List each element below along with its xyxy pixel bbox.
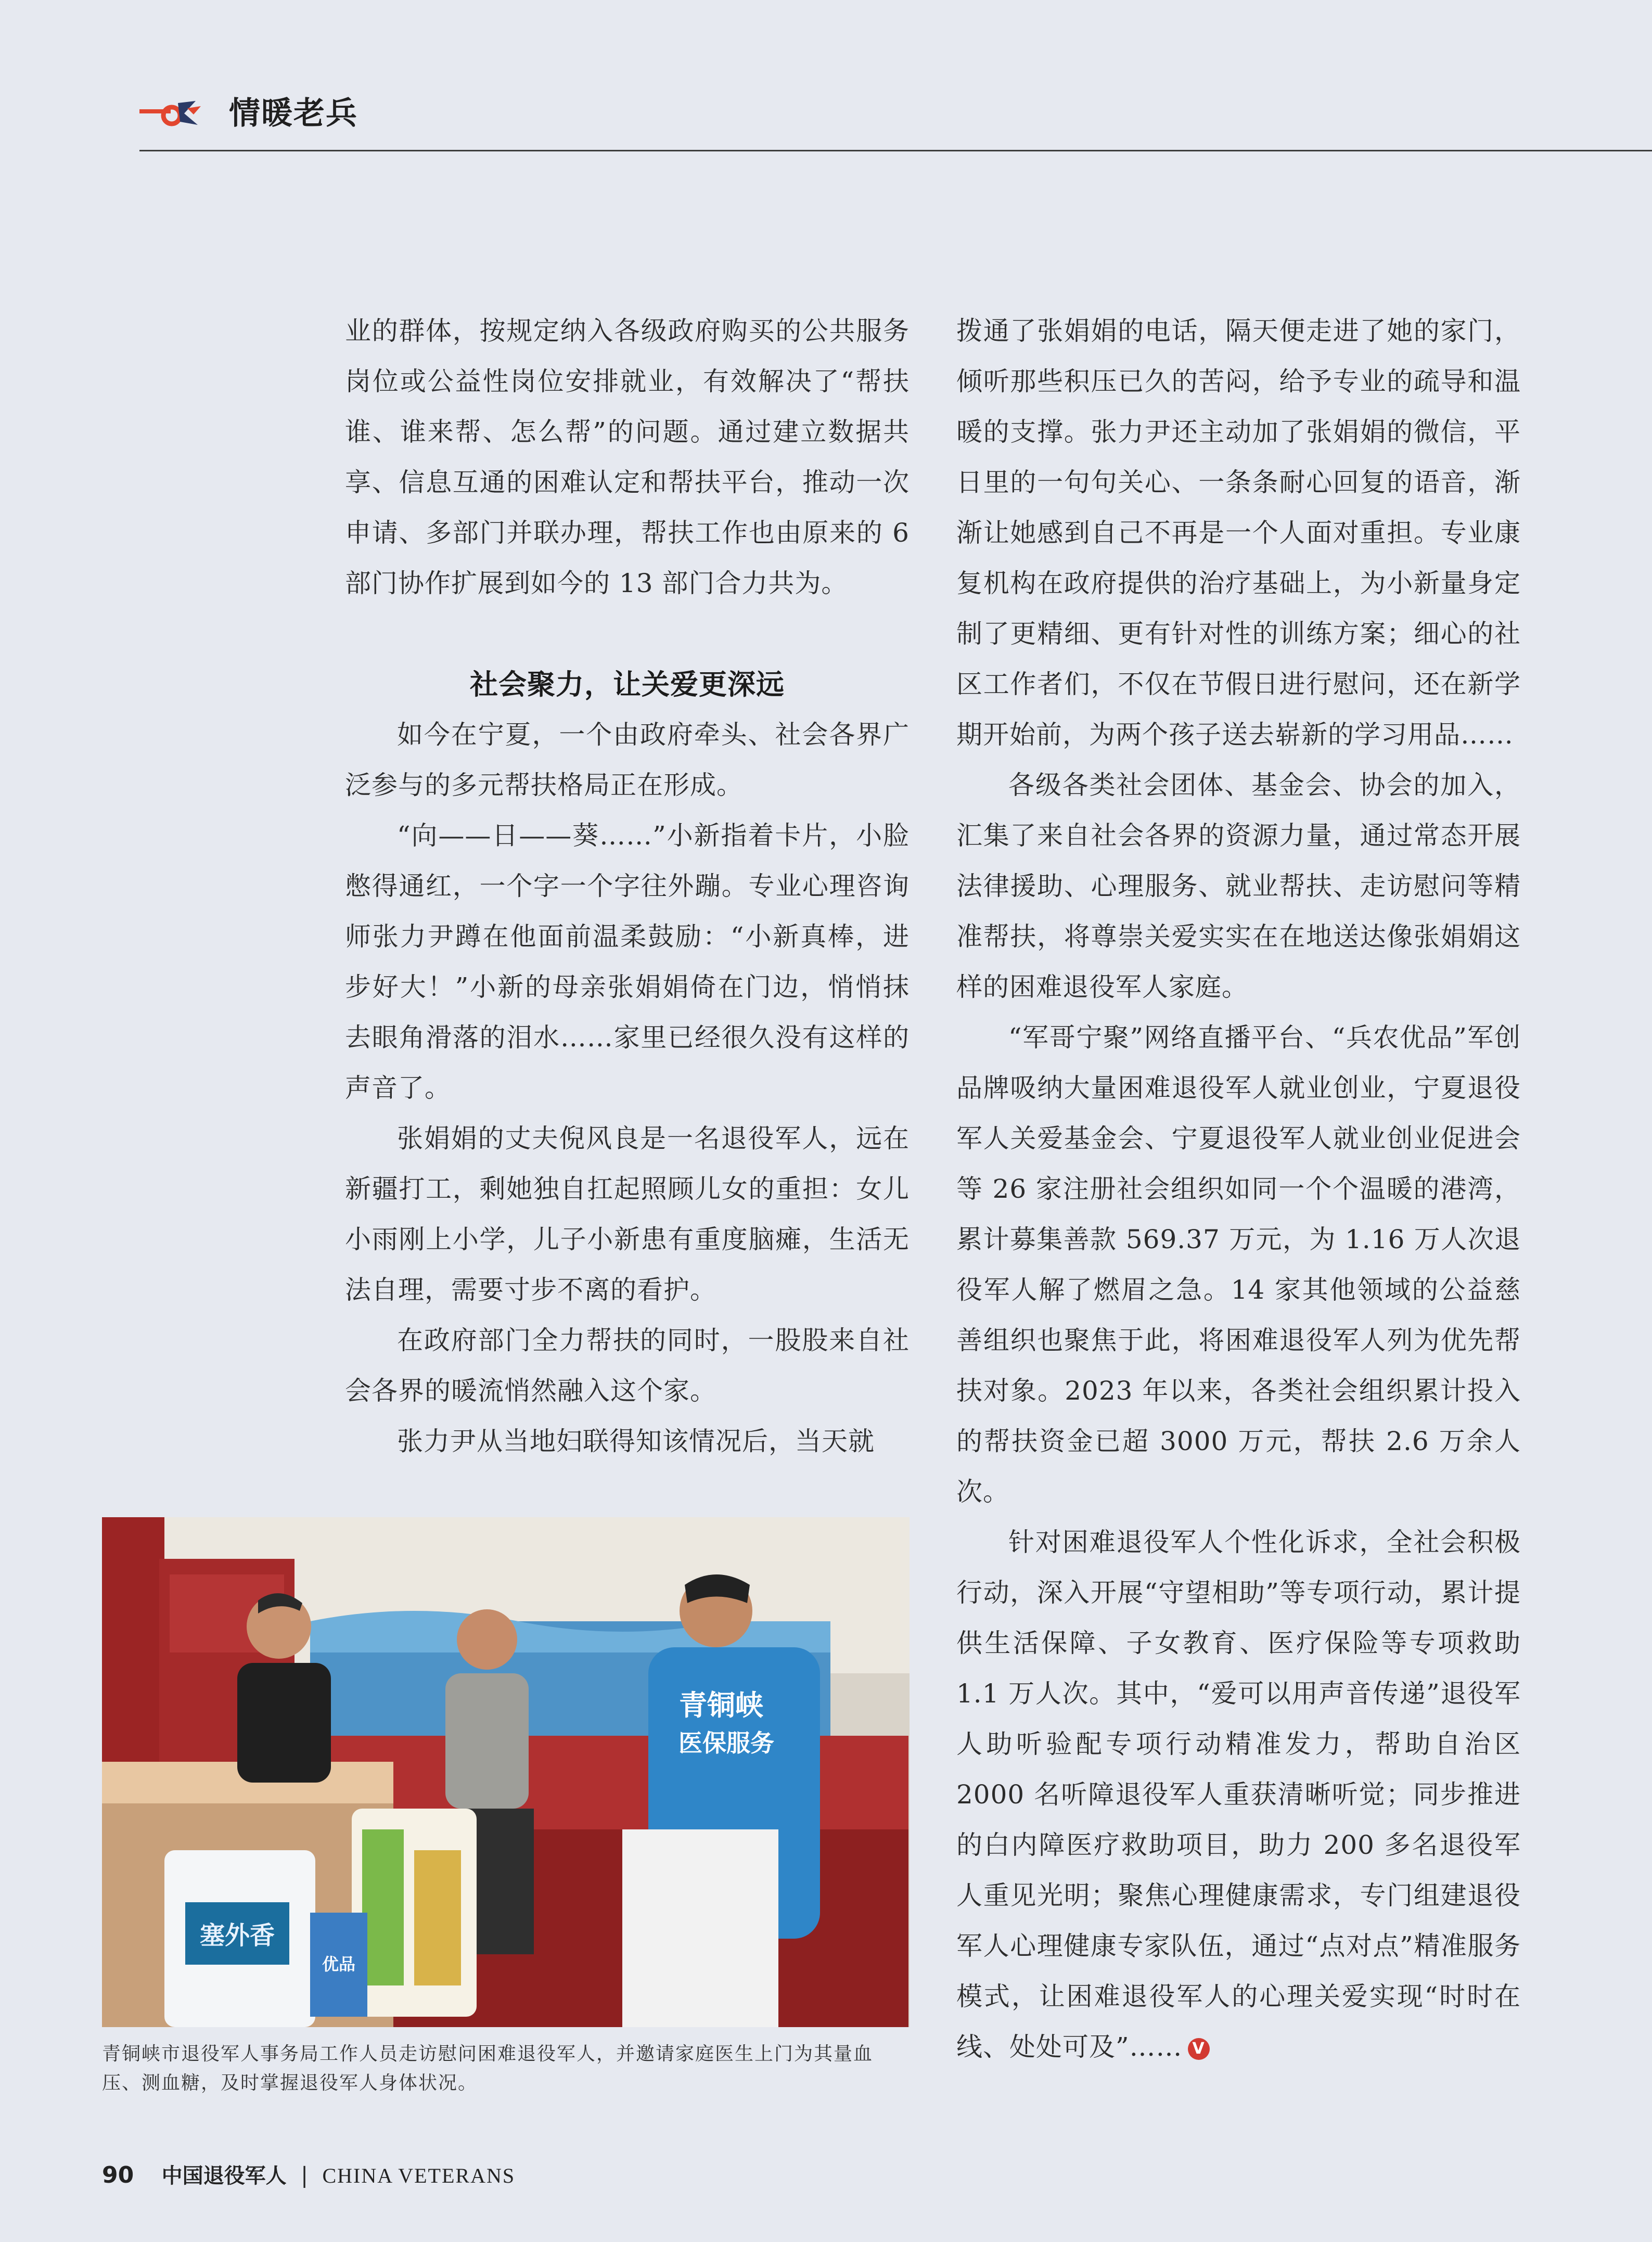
bag-text-1: 塞外香	[199, 1921, 275, 1950]
vest-text-1: 青铜峡	[679, 1689, 763, 1722]
photo-caption: 青铜峡市退役军人事务局工作人员走访慰问困难退役军人，并邀请家庭医生上门为其量血压、测血糖，及时掌握退役军人身体状况。	[102, 2043, 874, 2094]
paragraph: 张力尹从当地妇联得知该情况后，当天就	[397, 1426, 875, 1456]
paragraph: 各级各类社会团体、基金会、协会的加入，汇集了来自社会各界的资源力量，通过常态开展法律援助、心理服务、就业帮扶、走访慰问等精准帮扶，将尊崇关爱实实在在地送达像张娟娟这样的困难退役军人家庭。	[956, 770, 1521, 1002]
section-heading: 社会聚力，让关爱更深远	[470, 668, 785, 701]
photo-illustration	[102, 1517, 910, 2027]
magazine-name-cn: 中国退役军人	[161, 2164, 287, 2188]
vest-text-2: 医保服务	[678, 1729, 774, 1757]
paragraph	[956, 1517, 1521, 2072]
header-divider	[139, 150, 1652, 151]
right-text-column	[956, 306, 1521, 2072]
footer-separator: |	[300, 2162, 309, 2188]
paragraph: 在政府部门全力帮扶的同时，一股股来自社会各界的暖流悄然融入这个家。	[345, 1325, 910, 1406]
paragraph-text: 针对困难退役军人个性化诉求，全社会积极行动，深入开展“守望相助”等专项行动，累计提供生活保障、子女教育、医疗保险等专项救助 1.1 万人次。其中，“爱可以用声音传递”退役军人助听验配专项行动精准发力，帮助自治区 2000 名听障退役军人重获清晰听觉；同步推进的白内障医疗救助项目，助力 200 多名退役军人重见光明；聚焦心理健康需求，专门组建退役军人心理健康专家队伍，通过“点对点”精准服务模式，让困难退役军人的心理关爱实现“时时在线、处处可及”……	[956, 1527, 1521, 2062]
page-number: 90	[102, 2162, 134, 2188]
paragraph: “军哥宁聚”网络直播平台、“兵农优品”军创品牌吸纳大量困难退役军人就业创业，宁夏退役军人关爱基金会、宁夏退役军人就业创业促进会等 26 家注册社会组织如同一个个温暖的港湾，累计募集善款 569.37 万元，为 1.16 万人次退役军人解了燃眉之急。14 家其他领域的公益慈善组织也聚焦于此，将困难退役军人列为优先帮扶对象。2023 年以来，各类社会组织累计投入的帮扶资金已超 3000 万元，帮扶 2.6 万余人次。	[956, 1022, 1521, 1507]
paragraph: 业的群体，按规定纳入各级政府购买的公共服务岗位或公益性岗位安排就业，有效解决了“帮扶谁、谁来帮、怎么帮”的问题。通过建立数据共享、信息互通的困难认定和帮扶平台，推动一次申请、多部门并联办理，帮扶工作也由原来的 6 部门协作扩展到如今的 13 部门合力共为。	[345, 316, 910, 598]
paragraph: 如今在宁夏，一个由政府牵头、社会各界广泛参与的多元帮扶格局正在形成。	[345, 720, 910, 800]
magazine-name-en: CHINA VETERANS	[322, 2164, 516, 2187]
article-photo	[102, 1517, 910, 2027]
article-end-mark-icon: V	[1188, 2038, 1210, 2060]
veterans-logo-icon	[139, 98, 202, 129]
page-footer	[102, 2159, 515, 2189]
paragraph: 张娟娟的丈夫倪风良是一名退役军人，远在新疆打工，剩她独自扛起照顾儿女的重担：女儿小雨刚上小学，儿子小新患有重度脑瘫，生活无法自理，需要寸步不离的看护。	[345, 1123, 910, 1305]
bag-text-2: 优品	[322, 1954, 356, 1974]
paragraph: 拨通了张娟娟的电话，隔天便走进了她的家门，倾听那些积压已久的苦闷，给予专业的疏导和温暖的支撑。张力尹还主动加了张娟娟的微信，平日里的一句句关心、一条条耐心回复的语音，渐渐让她感到自己不再是一个人面对重担。专业康复机构在政府提供的治疗基础上，为小新量身定制了更精细、更有针对性的训练方案；细心的社区工作者们，不仅在节假日进行慰问，还在新学期开始前，为两个孩子送去崭新的学习用品……	[956, 316, 1521, 750]
paragraph: “向——日——葵……”小新指着卡片，小脸憋得通红，一个字一个字往外蹦。专业心理咨询师张力尹蹲在他面前温柔鼓励：“小新真棒，进步好大！”小新的母亲张娟娟倚在门边，悄悄抹去眼角滑落的泪水……家里已经很久没有这样的声音了。	[345, 821, 910, 1103]
left-text-column	[345, 306, 910, 1467]
section-title: 情暖老兵	[229, 95, 358, 132]
spacer	[345, 609, 910, 659]
